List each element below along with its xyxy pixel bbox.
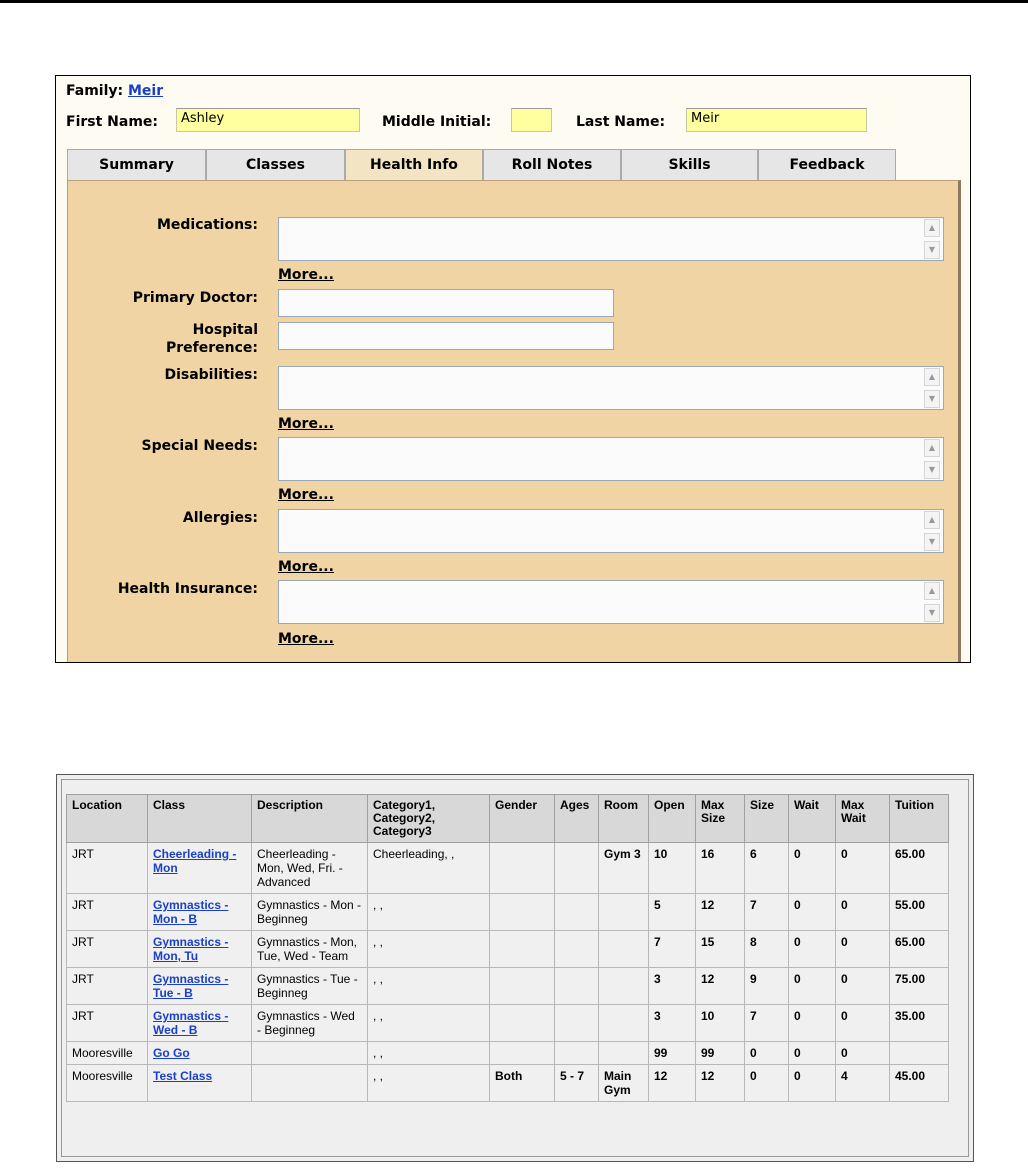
cell-room — [599, 968, 649, 1005]
cell-max-wait: 0 — [836, 843, 890, 894]
class-link[interactable]: Test Class — [153, 1069, 213, 1083]
class-link[interactable]: Gymnastics - Mon - B — [153, 898, 229, 926]
cell-class[interactable] — [148, 1005, 252, 1042]
cell-max-wait: 0 — [836, 1042, 890, 1065]
health-insurance-textarea[interactable] — [278, 580, 944, 624]
cell-location: JRT — [67, 968, 148, 1005]
family-label: Family: — [66, 83, 124, 99]
cell-wait: 0 — [789, 894, 836, 931]
cell-class[interactable] — [148, 1065, 252, 1102]
cell-gender — [490, 894, 555, 931]
special-needs-label: Special Needs: — [141, 438, 258, 454]
health-info-tab-body — [67, 180, 961, 663]
class-link[interactable]: Go Go — [153, 1046, 190, 1060]
primary-doctor-label: Primary Doctor: — [132, 290, 258, 306]
cell-open: 7 — [649, 931, 696, 968]
col-header-max-size[interactable]: Max Size — [696, 795, 745, 843]
scroll-up-icon[interactable]: ▲ — [924, 219, 940, 237]
cell-room — [599, 1042, 649, 1065]
medications-more-link[interactable]: More... — [278, 267, 334, 283]
hospital-preference-label-line1: Hospital — [192, 322, 258, 338]
cell-max-wait: 4 — [836, 1065, 890, 1102]
cell-size: 7 — [745, 1005, 789, 1042]
health-insurance-label: Health Insurance: — [117, 581, 258, 597]
cell-description: Gymnastics - Mon, Tue, Wed - Team — [252, 931, 368, 968]
cell-description: Gymnastics - Wed - Beginneg — [252, 1005, 368, 1042]
scroll-up-icon[interactable]: ▲ — [924, 511, 940, 529]
cell-class[interactable] — [148, 968, 252, 1005]
cell-room: Gym 3 — [599, 843, 649, 894]
cell-size: 7 — [745, 894, 789, 931]
col-header-open[interactable]: Open — [649, 795, 696, 843]
middle-initial-label: Middle Initial: — [382, 114, 492, 130]
cell-ages — [555, 1005, 599, 1042]
scroll-down-icon[interactable]: ▼ — [924, 461, 940, 479]
col-header-gender[interactable]: Gender — [490, 795, 555, 843]
cell-open: 12 — [649, 1065, 696, 1102]
cell-max-size: 12 — [696, 894, 745, 931]
cell-ages — [555, 931, 599, 968]
col-header-wait[interactable]: Wait — [789, 795, 836, 843]
cell-class[interactable] — [148, 1042, 252, 1065]
cell-category: , , — [368, 1065, 490, 1102]
cell-open: 3 — [649, 968, 696, 1005]
table-row[interactable] — [67, 931, 949, 968]
cell-category: Cheerleading, , — [368, 843, 490, 894]
tab-bar — [67, 149, 897, 181]
cell-location: JRT — [67, 931, 148, 968]
tab-feedback[interactable]: Feedback — [758, 149, 896, 181]
cell-tuition: 75.00 — [890, 968, 949, 1005]
cell-open: 10 — [649, 843, 696, 894]
scroll-down-icon[interactable]: ▼ — [924, 390, 940, 408]
allergies-textarea[interactable] — [278, 509, 944, 553]
cell-size: 8 — [745, 931, 789, 968]
cell-ages: 5 - 7 — [555, 1065, 599, 1102]
cell-max-wait: 0 — [836, 931, 890, 968]
cell-location: Mooresville — [67, 1065, 148, 1102]
cell-gender: Both — [490, 1065, 555, 1102]
cell-ages — [555, 843, 599, 894]
tab-summary[interactable]: Summary — [67, 149, 206, 181]
tab-health-info[interactable]: Health Info — [345, 149, 483, 181]
cell-location: JRT — [67, 843, 148, 894]
cell-tuition — [890, 1042, 949, 1065]
cell-ages — [555, 1042, 599, 1065]
cell-room — [599, 894, 649, 931]
col-header-location[interactable]: Location — [67, 795, 148, 843]
scroll-down-icon[interactable]: ▼ — [924, 241, 940, 259]
cell-wait: 0 — [789, 968, 836, 1005]
cell-open: 99 — [649, 1042, 696, 1065]
medications-textarea[interactable] — [278, 217, 944, 261]
cell-wait: 0 — [789, 1065, 836, 1102]
cell-tuition: 35.00 — [890, 1005, 949, 1042]
medications-label: Medications: — [156, 217, 258, 233]
cell-class[interactable] — [148, 843, 252, 894]
scroll-up-icon[interactable]: ▲ — [924, 368, 940, 386]
cell-gender — [490, 1042, 555, 1065]
table-header-row — [67, 795, 949, 843]
special-needs-scrollbar[interactable] — [924, 439, 942, 479]
cell-room — [599, 931, 649, 968]
class-link[interactable]: Gymnastics - Tue - B — [153, 972, 229, 1000]
health-info-panel — [55, 75, 971, 663]
cell-open: 5 — [649, 894, 696, 931]
cell-class[interactable] — [148, 931, 252, 968]
cell-wait: 0 — [789, 843, 836, 894]
cell-category: , , — [368, 1042, 490, 1065]
col-header-tuition[interactable]: Tuition — [890, 795, 949, 843]
disabilities-more-link[interactable]: More... — [278, 416, 334, 432]
allergies-more-link[interactable]: More... — [278, 559, 334, 575]
cell-ages — [555, 894, 599, 931]
cell-gender — [490, 931, 555, 968]
col-header-size[interactable]: Size — [745, 795, 789, 843]
scroll-down-icon[interactable]: ▼ — [924, 533, 940, 551]
last-name-label: Last Name: — [576, 114, 666, 130]
cell-gender — [490, 1005, 555, 1042]
health-insurance-scrollbar[interactable] — [924, 582, 942, 622]
primary-doctor-input[interactable] — [278, 289, 614, 317]
cell-size: 9 — [745, 968, 789, 1005]
cell-gender — [490, 968, 555, 1005]
cell-ages — [555, 968, 599, 1005]
allergies-scrollbar[interactable] — [924, 511, 942, 551]
cell-room: Main Gym — [599, 1065, 649, 1102]
health-insurance-more-link[interactable]: More... — [278, 631, 334, 647]
cell-wait: 0 — [789, 1005, 836, 1042]
family-row — [66, 83, 163, 99]
special-needs-more-link[interactable]: More... — [278, 487, 334, 503]
cell-category: , , — [368, 968, 490, 1005]
cell-open: 3 — [649, 1005, 696, 1042]
cell-max-size: 10 — [696, 1005, 745, 1042]
classes-table-frame — [61, 779, 969, 1157]
cell-wait: 0 — [789, 1042, 836, 1065]
col-header-category[interactable]: Category1, Category2, Category3 — [368, 795, 490, 843]
cell-tuition: 45.00 — [890, 1065, 949, 1102]
cell-category: , , — [368, 1005, 490, 1042]
cell-max-wait: 0 — [836, 968, 890, 1005]
hospital-preference-label — [68, 321, 258, 357]
col-header-description[interactable]: Description — [252, 795, 368, 843]
cell-class[interactable] — [148, 894, 252, 931]
table-row[interactable] — [67, 894, 949, 931]
cell-room — [599, 1005, 649, 1042]
hospital-preference-input[interactable] — [278, 322, 614, 350]
col-header-class[interactable]: Class — [148, 795, 252, 843]
cell-max-wait: 0 — [836, 894, 890, 931]
cell-description: Gymnastics - Mon - Beginneg — [252, 894, 368, 931]
class-link[interactable]: Gymnastics - Mon, Tu — [153, 935, 229, 963]
class-link[interactable]: Gymnastics - Wed - B — [153, 1009, 229, 1037]
col-header-ages[interactable]: Ages — [555, 795, 599, 843]
cell-max-size: 12 — [696, 968, 745, 1005]
scroll-down-icon[interactable]: ▼ — [924, 604, 940, 622]
classes-table-panel — [56, 774, 974, 1162]
cell-max-wait: 0 — [836, 1005, 890, 1042]
cell-gender — [490, 843, 555, 894]
class-link[interactable]: Cheerleading - Mon — [153, 847, 237, 875]
cell-size: 0 — [745, 1065, 789, 1102]
cell-tuition: 65.00 — [890, 843, 949, 894]
first-name-label: First Name: — [66, 114, 159, 130]
family-link[interactable]: Meir — [127, 83, 164, 99]
disabilities-scrollbar[interactable] — [924, 368, 942, 408]
cell-max-size: 12 — [696, 1065, 745, 1102]
cell-max-size: 15 — [696, 931, 745, 968]
table-row[interactable] — [67, 1065, 949, 1102]
col-header-room[interactable]: Room — [599, 795, 649, 843]
cell-size: 6 — [745, 843, 789, 894]
top-border-line — [0, 0, 1028, 3]
cell-location: JRT — [67, 894, 148, 931]
disabilities-textarea[interactable] — [278, 366, 944, 410]
cell-tuition: 65.00 — [890, 931, 949, 968]
cell-description: Gymnastics - Tue - Beginneg — [252, 968, 368, 1005]
cell-size: 0 — [745, 1042, 789, 1065]
first-name-input[interactable]: Ashley — [176, 108, 360, 132]
hospital-preference-label-line2: Preference: — [165, 340, 258, 356]
cell-tuition: 55.00 — [890, 894, 949, 931]
cell-description — [252, 1065, 368, 1102]
disabilities-label: Disabilities: — [164, 367, 258, 383]
cell-location: JRT — [67, 1005, 148, 1042]
table-row[interactable] — [67, 843, 949, 894]
allergies-label: Allergies: — [182, 510, 258, 526]
cell-max-size: 16 — [696, 843, 745, 894]
table-row[interactable] — [67, 1042, 949, 1065]
classes-table — [66, 794, 949, 1102]
last-name-input[interactable]: Meir — [686, 108, 867, 132]
scroll-up-icon[interactable]: ▲ — [924, 582, 940, 600]
cell-category: , , — [368, 894, 490, 931]
cell-category: , , — [368, 931, 490, 968]
tab-skills[interactable]: Skills — [621, 149, 758, 181]
cell-location: Mooresville — [67, 1042, 148, 1065]
cell-wait: 0 — [789, 931, 836, 968]
tab-roll-notes[interactable]: Roll Notes — [483, 149, 621, 181]
col-header-max-wait[interactable]: Max Wait — [836, 795, 890, 843]
scroll-up-icon[interactable]: ▲ — [924, 439, 940, 457]
tab-classes[interactable]: Classes — [206, 149, 345, 181]
table-row[interactable] — [67, 968, 949, 1005]
special-needs-textarea[interactable] — [278, 437, 944, 481]
middle-initial-input[interactable] — [511, 108, 552, 132]
cell-description: Cheerleading - Mon, Wed, Fri. - Advanced — [252, 843, 368, 894]
cell-description — [252, 1042, 368, 1065]
cell-max-size: 99 — [696, 1042, 745, 1065]
table-row[interactable] — [67, 1005, 949, 1042]
medications-scrollbar[interactable] — [924, 219, 942, 259]
